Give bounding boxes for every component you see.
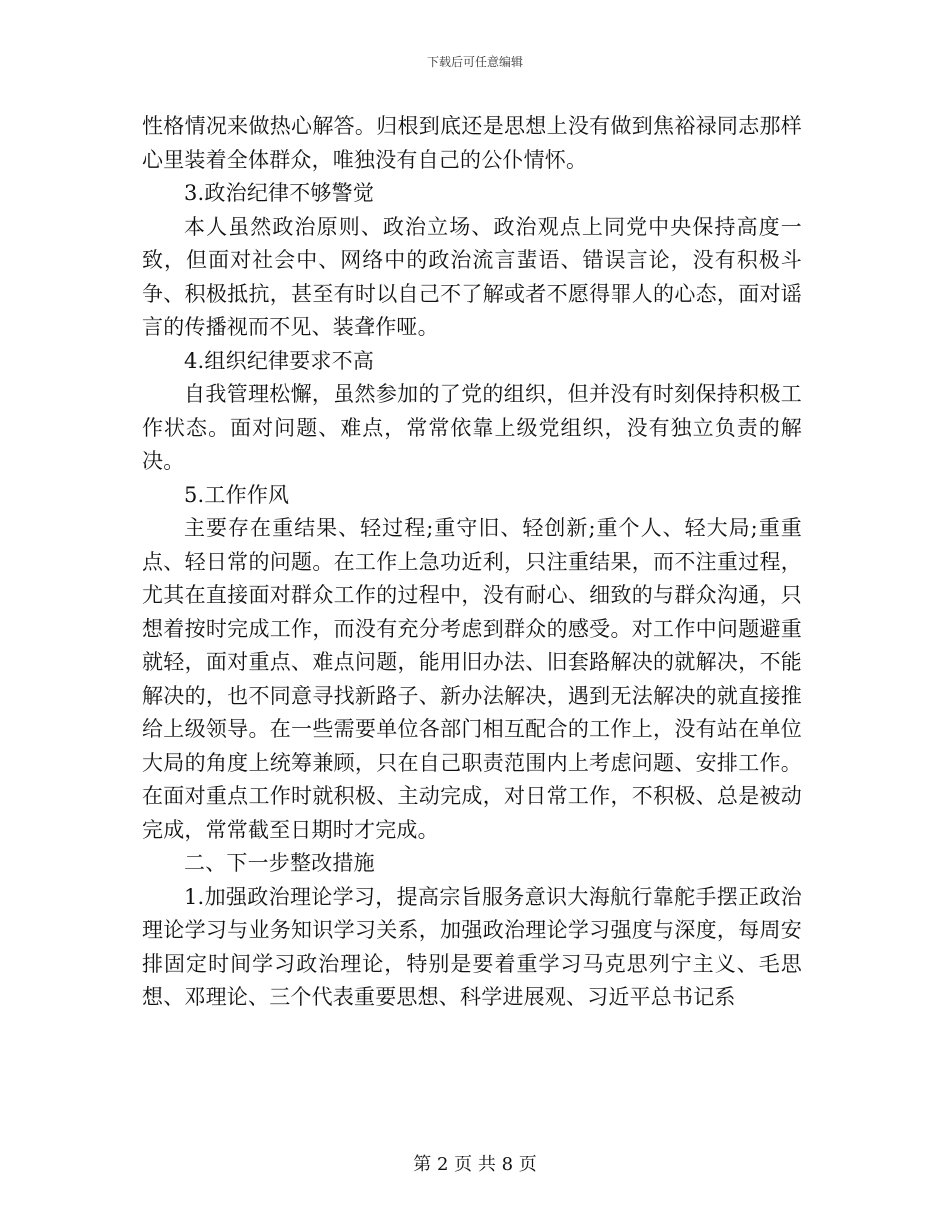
page-footer: 第 2 页 共 8 页 [413,1154,537,1175]
paragraph-organizational-discipline: 自我管理松懈，虽然参加的了党的组织，但并没有时刻保持积极工作状态。面对问题、难点，常常依靠上级党组织，没有独立负责的解决。 [142,382,802,473]
paragraph-work-style: 主要存在重结果、轻过程;重守旧、轻创新;重个人、轻大局;重重点、轻日常的问题。在工作上急功近利，只注重结果，而不注重过程，尤其在直接面对群众工作的过程中，没有耐心、细致的与群众沟通，只想着按时完成工作，而没有充分考虑到群众的感受。对工作中问题避重就轻，面对重点、难点问题，能用旧办法、旧套路解决的就解决，不能解决的，也不同意寻找新路子、新办法解决，遇到无法解决的就直接推给上级领导。在一些需要单位各部门相互配合的工作上，没有站在单位大局的角度上统筹兼顾，只在自己职责范围内上考虑问题、安排工作。在面对重点工作时就积极、主动完成，对日常工作，不积极、总是被动完成，常常截至日期时才完成。 [142,516,802,842]
paragraph-next-steps: 1.加强政治理论学习，提高宗旨服务意识大海航行靠舵手摆正政治理论学习与业务知识学习关系，加强政治理论学习强度与深度，每周安排固定时间学习政治理论，特别是要着重学习马克思列宁主义、毛思想、邓理论、三个代表重要思想、科学进展观、习近平总书记系 [142,884,802,1009]
section-heading-next-steps: 二、下一步整改措施 [184,851,375,875]
paragraph-political-discipline: 本人虽然政治原则、政治立场、政治观点上同党中央保持高度一致，但面对社会中、网络中的政治流言蜚语、错误言论，没有积极斗争、积极抵抗，甚至有时以自己不了解或者不愿得罪人的心态，面对谣言的传播视而不见、装聋作哑。 [142,214,802,339]
paragraph-continued: 性格情况来做热心解答。归根到底还是思想上没有做到焦裕禄同志那样心里装着全体群众，唯独没有自己的公仆情怀。 [142,114,802,172]
document-body [142,110,802,1015]
page-header: 下载后可任意编辑 [426,55,523,69]
section-heading-organizational-discipline: 4.组织纪律要求不高 [184,348,375,373]
section-heading-work-style: 5.工作作风 [184,482,290,507]
section-heading-political-discipline: 3.政治纪律不够警觉 [184,181,375,205]
